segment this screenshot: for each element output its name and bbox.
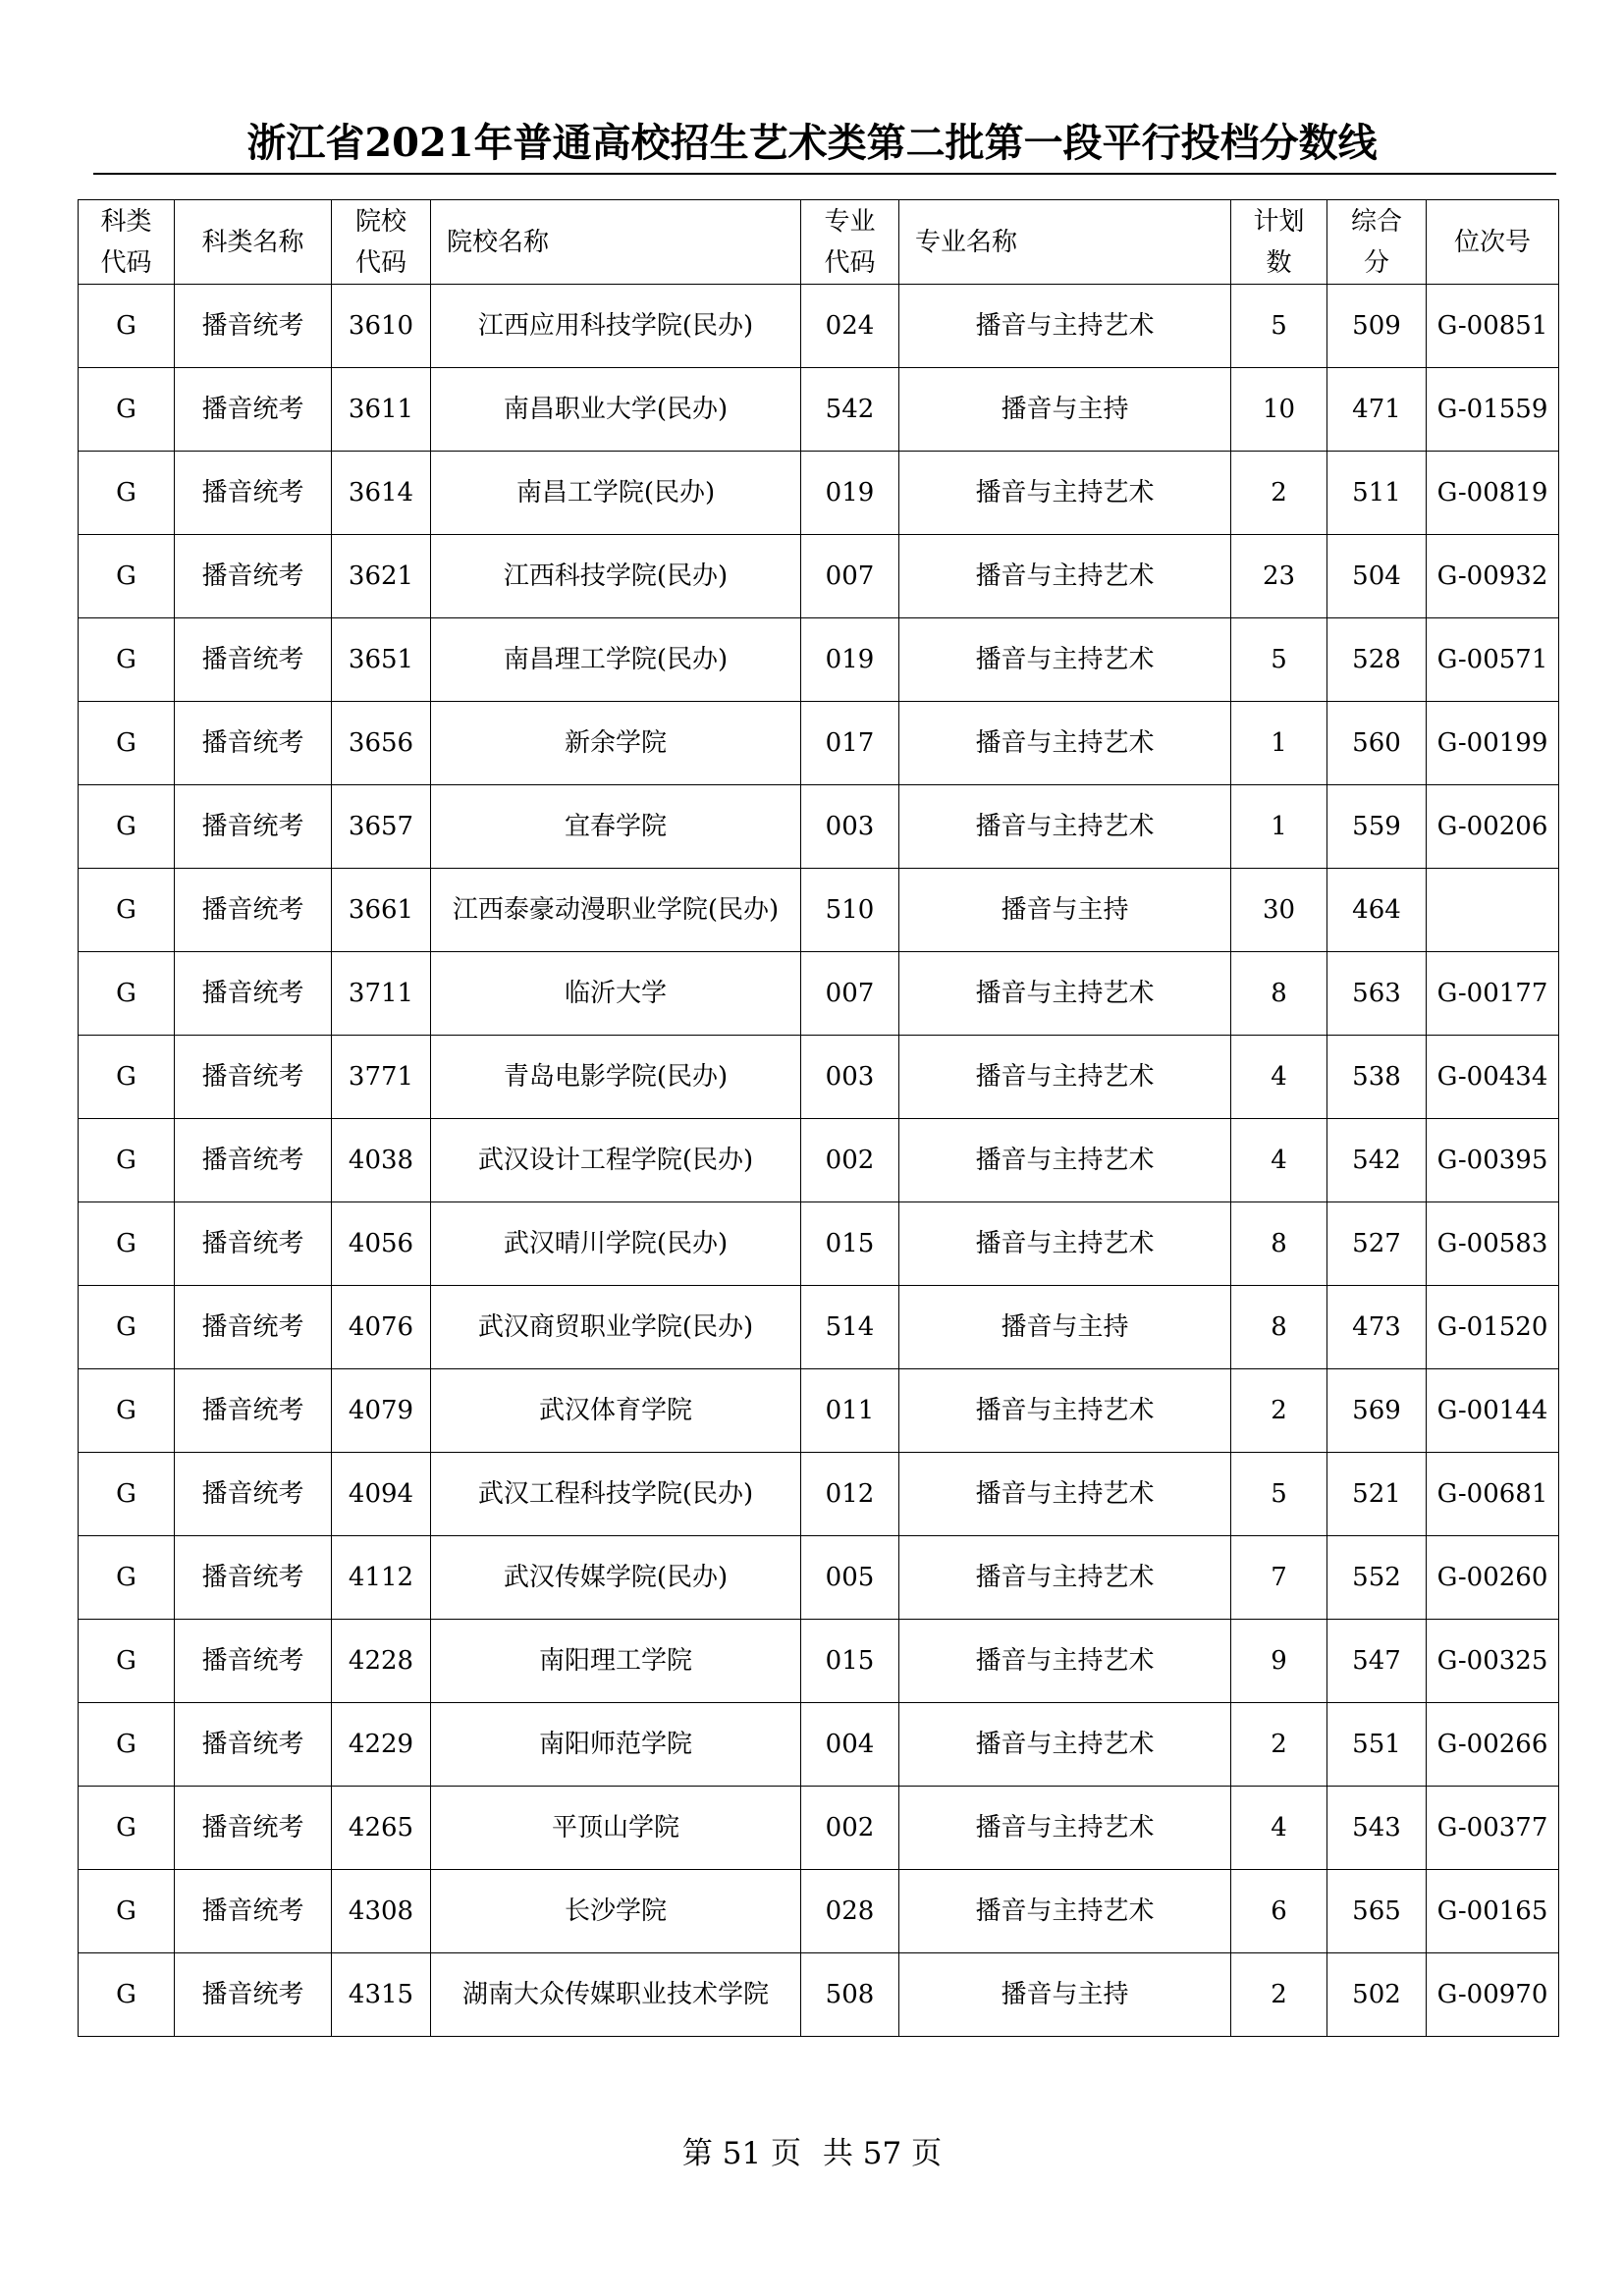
table-row bbox=[79, 702, 1559, 785]
cell-major-code: 019 bbox=[801, 452, 899, 535]
cell-school-code: 3711 bbox=[332, 952, 431, 1036]
cell-subject-code: G bbox=[79, 368, 175, 452]
table-row bbox=[79, 1870, 1559, 1953]
cell-major-code: 003 bbox=[801, 1036, 899, 1119]
cell-rank: G-00165 bbox=[1427, 1870, 1559, 1953]
cell-school-name: 南昌理工学院(民办) bbox=[431, 618, 801, 702]
cell-school-code: 3651 bbox=[332, 618, 431, 702]
cell-plan-count: 8 bbox=[1231, 1202, 1327, 1286]
score-table bbox=[78, 199, 1559, 2037]
column-header-major-code: 专业 代码 bbox=[801, 200, 899, 285]
cell-plan-count: 4 bbox=[1231, 1036, 1327, 1119]
cell-major-name: 播音与主持艺术 bbox=[899, 1036, 1231, 1119]
cell-plan-count: 2 bbox=[1231, 1953, 1327, 2037]
cell-school-code: 4229 bbox=[332, 1703, 431, 1787]
cell-subject-name: 播音统考 bbox=[175, 285, 332, 368]
cell-school-name: 宜春学院 bbox=[431, 785, 801, 869]
cell-score: 502 bbox=[1327, 1953, 1427, 2037]
table-row bbox=[79, 1453, 1559, 1536]
cell-plan-count: 8 bbox=[1231, 1286, 1327, 1369]
cell-subject-code: G bbox=[79, 1703, 175, 1787]
cell-major-name: 播音与主持艺术 bbox=[899, 785, 1231, 869]
cell-major-name: 播音与主持艺术 bbox=[899, 1369, 1231, 1453]
cell-major-code: 004 bbox=[801, 1703, 899, 1787]
cell-subject-name: 播音统考 bbox=[175, 452, 332, 535]
cell-subject-name: 播音统考 bbox=[175, 535, 332, 618]
cell-major-code: 024 bbox=[801, 285, 899, 368]
cell-major-code: 510 bbox=[801, 869, 899, 952]
cell-major-name: 播音与主持艺术 bbox=[899, 1536, 1231, 1620]
page-total: 共 57 页 bbox=[822, 2136, 943, 2171]
cell-subject-code: G bbox=[79, 785, 175, 869]
cell-school-name: 南阳师范学院 bbox=[431, 1703, 801, 1787]
table-row bbox=[79, 1369, 1559, 1453]
cell-score: 464 bbox=[1327, 869, 1427, 952]
cell-rank: G-00199 bbox=[1427, 702, 1559, 785]
cell-major-code: 017 bbox=[801, 702, 899, 785]
cell-major-code: 002 bbox=[801, 1787, 899, 1870]
cell-school-name: 湖南大众传媒职业技术学院 bbox=[431, 1953, 801, 2037]
column-header-rank: 位次号 bbox=[1427, 200, 1559, 285]
cell-score: 542 bbox=[1327, 1119, 1427, 1202]
cell-school-name: 南阳理工学院 bbox=[431, 1620, 801, 1703]
cell-rank: G-01559 bbox=[1427, 368, 1559, 452]
cell-score: 504 bbox=[1327, 535, 1427, 618]
cell-plan-count: 9 bbox=[1231, 1620, 1327, 1703]
cell-score: 563 bbox=[1327, 952, 1427, 1036]
cell-major-name: 播音与主持艺术 bbox=[899, 1202, 1231, 1286]
cell-subject-code: G bbox=[79, 1202, 175, 1286]
cell-score: 521 bbox=[1327, 1453, 1427, 1536]
cell-subject-name: 播音统考 bbox=[175, 1870, 332, 1953]
cell-school-code: 4228 bbox=[332, 1620, 431, 1703]
cell-major-name: 播音与主持艺术 bbox=[899, 1703, 1231, 1787]
cell-subject-name: 播音统考 bbox=[175, 368, 332, 452]
cell-rank: G-01520 bbox=[1427, 1286, 1559, 1369]
cell-rank: G-00266 bbox=[1427, 1703, 1559, 1787]
cell-plan-count: 8 bbox=[1231, 952, 1327, 1036]
column-header-subject-code: 科类 代码 bbox=[79, 200, 175, 285]
column-header-major-name: 专业名称 bbox=[899, 200, 1231, 285]
cell-subject-name: 播音统考 bbox=[175, 785, 332, 869]
cell-subject-code: G bbox=[79, 1286, 175, 1369]
cell-major-name: 播音与主持 bbox=[899, 368, 1231, 452]
cell-major-name: 播音与主持艺术 bbox=[899, 1119, 1231, 1202]
cell-subject-code: G bbox=[79, 285, 175, 368]
cell-school-name: 长沙学院 bbox=[431, 1870, 801, 1953]
cell-plan-count: 4 bbox=[1231, 1119, 1327, 1202]
cell-plan-count: 2 bbox=[1231, 1369, 1327, 1453]
table-row bbox=[79, 452, 1559, 535]
table-row bbox=[79, 952, 1559, 1036]
cell-major-name: 播音与主持艺术 bbox=[899, 1870, 1231, 1953]
cell-score: 473 bbox=[1327, 1286, 1427, 1369]
cell-rank: G-00434 bbox=[1427, 1036, 1559, 1119]
table-row bbox=[79, 368, 1559, 452]
cell-plan-count: 5 bbox=[1231, 285, 1327, 368]
header-row bbox=[79, 200, 1559, 285]
cell-subject-name: 播音统考 bbox=[175, 1202, 332, 1286]
cell-subject-code: G bbox=[79, 618, 175, 702]
cell-school-code: 3657 bbox=[332, 785, 431, 869]
cell-plan-count: 1 bbox=[1231, 702, 1327, 785]
cell-major-name: 播音与主持艺术 bbox=[899, 618, 1231, 702]
table-row bbox=[79, 1620, 1559, 1703]
cell-plan-count: 30 bbox=[1231, 869, 1327, 952]
cell-major-code: 007 bbox=[801, 535, 899, 618]
cell-major-code: 002 bbox=[801, 1119, 899, 1202]
cell-major-name: 播音与主持艺术 bbox=[899, 1620, 1231, 1703]
cell-rank: G-00377 bbox=[1427, 1787, 1559, 1870]
cell-plan-count: 4 bbox=[1231, 1787, 1327, 1870]
cell-rank: G-00932 bbox=[1427, 535, 1559, 618]
cell-school-code: 4265 bbox=[332, 1787, 431, 1870]
cell-subject-name: 播音统考 bbox=[175, 1286, 332, 1369]
cell-subject-name: 播音统考 bbox=[175, 952, 332, 1036]
cell-rank: G-00851 bbox=[1427, 285, 1559, 368]
cell-score: 511 bbox=[1327, 452, 1427, 535]
cell-score: 565 bbox=[1327, 1870, 1427, 1953]
cell-plan-count: 6 bbox=[1231, 1870, 1327, 1953]
title-underline bbox=[93, 173, 1556, 175]
cell-subject-name: 播音统考 bbox=[175, 1119, 332, 1202]
cell-subject-code: G bbox=[79, 952, 175, 1036]
cell-school-name: 江西科技学院(民办) bbox=[431, 535, 801, 618]
cell-rank: G-00260 bbox=[1427, 1536, 1559, 1620]
cell-school-code: 4079 bbox=[332, 1369, 431, 1453]
table-row bbox=[79, 785, 1559, 869]
page-footer bbox=[0, 2132, 1624, 2175]
cell-subject-code: G bbox=[79, 702, 175, 785]
cell-rank: G-00206 bbox=[1427, 785, 1559, 869]
cell-school-name: 南昌工学院(民办) bbox=[431, 452, 801, 535]
cell-score: 552 bbox=[1327, 1536, 1427, 1620]
cell-rank: G-00144 bbox=[1427, 1369, 1559, 1453]
cell-plan-count: 1 bbox=[1231, 785, 1327, 869]
cell-subject-code: G bbox=[79, 1620, 175, 1703]
cell-school-code: 4056 bbox=[332, 1202, 431, 1286]
cell-subject-name: 播音统考 bbox=[175, 1536, 332, 1620]
cell-plan-count: 2 bbox=[1231, 1703, 1327, 1787]
cell-school-name: 南昌职业大学(民办) bbox=[431, 368, 801, 452]
cell-subject-name: 播音统考 bbox=[175, 1620, 332, 1703]
table-row bbox=[79, 1703, 1559, 1787]
cell-major-name: 播音与主持艺术 bbox=[899, 285, 1231, 368]
cell-plan-count: 23 bbox=[1231, 535, 1327, 618]
cell-subject-name: 播音统考 bbox=[175, 618, 332, 702]
cell-major-code: 508 bbox=[801, 1953, 899, 2037]
cell-school-name: 武汉商贸职业学院(民办) bbox=[431, 1286, 801, 1369]
cell-score: 569 bbox=[1327, 1369, 1427, 1453]
cell-subject-name: 播音统考 bbox=[175, 702, 332, 785]
cell-score: 538 bbox=[1327, 1036, 1427, 1119]
cell-rank: G-00325 bbox=[1427, 1620, 1559, 1703]
cell-rank: G-00681 bbox=[1427, 1453, 1559, 1536]
cell-rank: G-00583 bbox=[1427, 1202, 1559, 1286]
cell-plan-count: 5 bbox=[1231, 1453, 1327, 1536]
cell-subject-code: G bbox=[79, 1369, 175, 1453]
table-row bbox=[79, 1036, 1559, 1119]
column-header-school-code: 院校 代码 bbox=[332, 200, 431, 285]
cell-major-code: 003 bbox=[801, 785, 899, 869]
cell-subject-name: 播音统考 bbox=[175, 1787, 332, 1870]
cell-subject-code: G bbox=[79, 452, 175, 535]
column-header-score: 综合 分 bbox=[1327, 200, 1427, 285]
cell-major-name: 播音与主持 bbox=[899, 869, 1231, 952]
cell-subject-code: G bbox=[79, 869, 175, 952]
cell-school-name: 江西应用科技学院(民办) bbox=[431, 285, 801, 368]
page-number: 第 51 页 bbox=[681, 2136, 802, 2171]
cell-subject-code: G bbox=[79, 1453, 175, 1536]
table-row bbox=[79, 1953, 1559, 2037]
cell-school-code: 3771 bbox=[332, 1036, 431, 1119]
cell-school-code: 4038 bbox=[332, 1119, 431, 1202]
cell-school-code: 3621 bbox=[332, 535, 431, 618]
cell-major-code: 015 bbox=[801, 1202, 899, 1286]
cell-school-name: 青岛电影学院(民办) bbox=[431, 1036, 801, 1119]
column-header-school-name: 院校名称 bbox=[431, 200, 801, 285]
table-row bbox=[79, 1202, 1559, 1286]
cell-score: 543 bbox=[1327, 1787, 1427, 1870]
cell-subject-name: 播音统考 bbox=[175, 869, 332, 952]
cell-subject-code: G bbox=[79, 1119, 175, 1202]
cell-score: 547 bbox=[1327, 1620, 1427, 1703]
cell-rank: G-00571 bbox=[1427, 618, 1559, 702]
table-body bbox=[79, 285, 1559, 2037]
cell-rank: G-00395 bbox=[1427, 1119, 1559, 1202]
cell-subject-name: 播音统考 bbox=[175, 1953, 332, 2037]
cell-score: 509 bbox=[1327, 285, 1427, 368]
cell-school-code: 4094 bbox=[332, 1453, 431, 1536]
cell-school-code: 4076 bbox=[332, 1286, 431, 1369]
cell-school-code: 3614 bbox=[332, 452, 431, 535]
table-row bbox=[79, 869, 1559, 952]
cell-rank: G-00177 bbox=[1427, 952, 1559, 1036]
page-title: 浙江省2021年普通高校招生艺术类第二批第一段平行投档分数线 bbox=[246, 120, 1378, 166]
cell-major-name: 播音与主持艺术 bbox=[899, 452, 1231, 535]
cell-school-name: 临沂大学 bbox=[431, 952, 801, 1036]
cell-major-code: 542 bbox=[801, 368, 899, 452]
cell-major-name: 播音与主持 bbox=[899, 1953, 1231, 2037]
cell-school-code: 3661 bbox=[332, 869, 431, 952]
cell-major-code: 514 bbox=[801, 1286, 899, 1369]
cell-plan-count: 7 bbox=[1231, 1536, 1327, 1620]
cell-score: 560 bbox=[1327, 702, 1427, 785]
cell-school-code: 4112 bbox=[332, 1536, 431, 1620]
cell-subject-code: G bbox=[79, 1536, 175, 1620]
cell-score: 559 bbox=[1327, 785, 1427, 869]
cell-subject-code: G bbox=[79, 1787, 175, 1870]
table-row bbox=[79, 618, 1559, 702]
cell-subject-name: 播音统考 bbox=[175, 1036, 332, 1119]
cell-major-code: 019 bbox=[801, 618, 899, 702]
cell-major-name: 播音与主持 bbox=[899, 1286, 1231, 1369]
cell-plan-count: 10 bbox=[1231, 368, 1327, 452]
cell-major-name: 播音与主持艺术 bbox=[899, 702, 1231, 785]
cell-subject-code: G bbox=[79, 535, 175, 618]
table-row bbox=[79, 1119, 1559, 1202]
cell-school-name: 武汉晴川学院(民办) bbox=[431, 1202, 801, 1286]
cell-subject-code: G bbox=[79, 1870, 175, 1953]
cell-major-name: 播音与主持艺术 bbox=[899, 1453, 1231, 1536]
cell-major-code: 012 bbox=[801, 1453, 899, 1536]
cell-subject-name: 播音统考 bbox=[175, 1703, 332, 1787]
cell-school-code: 3610 bbox=[332, 285, 431, 368]
table-row bbox=[79, 1787, 1559, 1870]
cell-major-code: 007 bbox=[801, 952, 899, 1036]
cell-school-name: 平顶山学院 bbox=[431, 1787, 801, 1870]
cell-subject-name: 播音统考 bbox=[175, 1369, 332, 1453]
cell-subject-code: G bbox=[79, 1953, 175, 2037]
cell-score: 528 bbox=[1327, 618, 1427, 702]
cell-major-name: 播音与主持艺术 bbox=[899, 535, 1231, 618]
cell-school-code: 4308 bbox=[332, 1870, 431, 1953]
cell-rank: G-00819 bbox=[1427, 452, 1559, 535]
cell-rank: G-00970 bbox=[1427, 1953, 1559, 2037]
cell-score: 551 bbox=[1327, 1703, 1427, 1787]
cell-school-code: 3656 bbox=[332, 702, 431, 785]
cell-subject-code: G bbox=[79, 1036, 175, 1119]
cell-major-code: 011 bbox=[801, 1369, 899, 1453]
table-row bbox=[79, 285, 1559, 368]
cell-school-code: 3611 bbox=[332, 368, 431, 452]
cell-plan-count: 5 bbox=[1231, 618, 1327, 702]
cell-school-code: 4315 bbox=[332, 1953, 431, 2037]
table-row bbox=[79, 535, 1559, 618]
table-row bbox=[79, 1286, 1559, 1369]
cell-plan-count: 2 bbox=[1231, 452, 1327, 535]
cell-score: 527 bbox=[1327, 1202, 1427, 1286]
cell-school-name: 江西泰豪动漫职业学院(民办) bbox=[431, 869, 801, 952]
cell-school-name: 武汉传媒学院(民办) bbox=[431, 1536, 801, 1620]
cell-school-name: 武汉工程科技学院(民办) bbox=[431, 1453, 801, 1536]
column-header-plan-count: 计划 数 bbox=[1231, 200, 1327, 285]
cell-school-name: 武汉设计工程学院(民办) bbox=[431, 1119, 801, 1202]
cell-major-code: 028 bbox=[801, 1870, 899, 1953]
cell-rank bbox=[1427, 869, 1559, 952]
cell-subject-name: 播音统考 bbox=[175, 1453, 332, 1536]
cell-score: 471 bbox=[1327, 368, 1427, 452]
cell-major-code: 015 bbox=[801, 1620, 899, 1703]
cell-school-name: 新余学院 bbox=[431, 702, 801, 785]
cell-major-name: 播音与主持艺术 bbox=[899, 1787, 1231, 1870]
cell-major-name: 播音与主持艺术 bbox=[899, 952, 1231, 1036]
table-header bbox=[79, 200, 1559, 285]
table-row bbox=[79, 1536, 1559, 1620]
cell-school-name: 武汉体育学院 bbox=[431, 1369, 801, 1453]
column-header-subject-name: 科类名称 bbox=[175, 200, 332, 285]
cell-major-code: 005 bbox=[801, 1536, 899, 1620]
